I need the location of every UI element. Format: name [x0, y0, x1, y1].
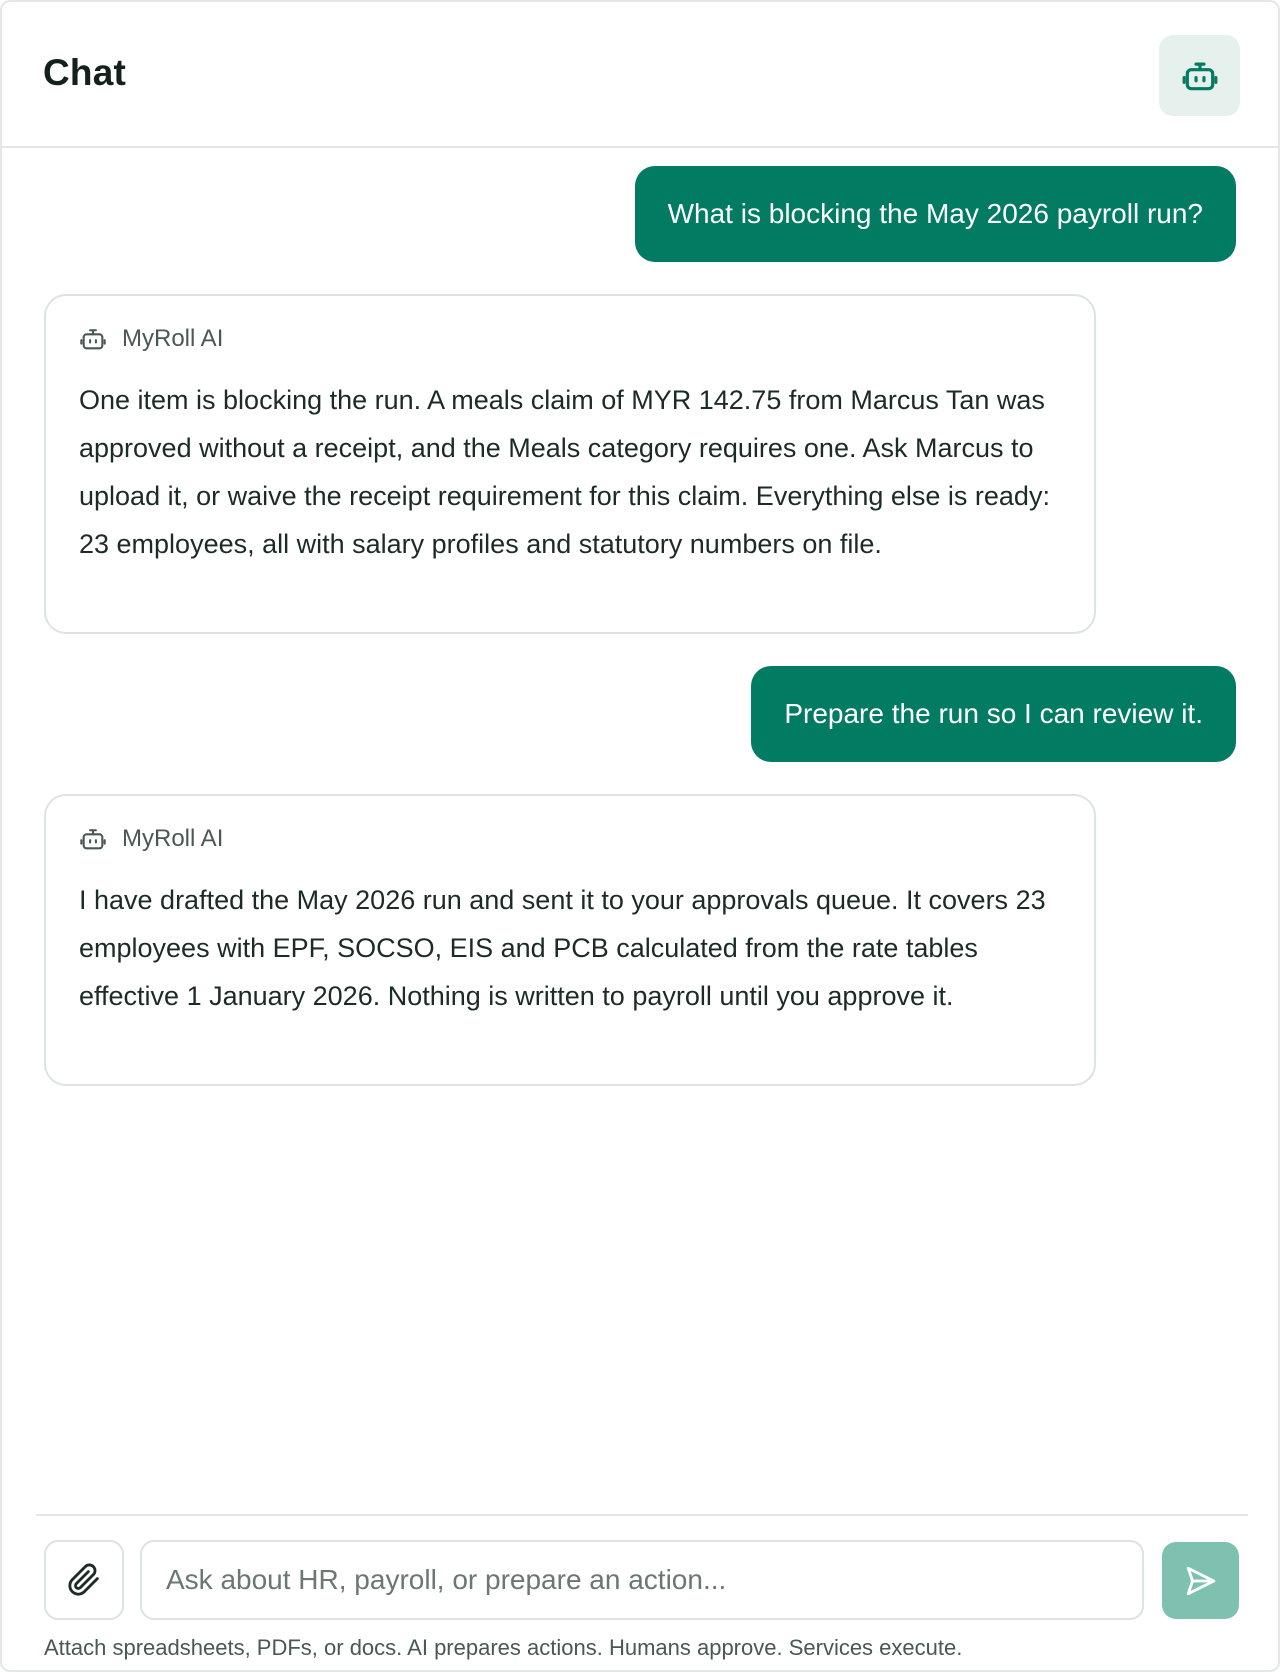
composer-divider [36, 1514, 1248, 1516]
message-text: One item is blocking the run. A meals claim of MYR 142.75 from Marcus Tan was approved without a receipt, and the Meals category requires one. Ask Marcus to upload it, or waive the receipt requirement for this claim. Everything else is ready: 23 employees, all with salary profiles and statutory numbers on file. [79, 385, 1050, 559]
composer-hint: Attach spreadsheets, PDFs, or docs. AI prepares actions. Humans approve. Services execute. [44, 1635, 963, 1660]
user-message [751, 666, 1236, 762]
robot-icon [1181, 57, 1219, 95]
assistant-message [44, 294, 1096, 634]
user-message [635, 166, 1236, 262]
page-title: Chat [43, 52, 127, 93]
robot-icon [79, 325, 107, 353]
send-icon [1184, 1564, 1218, 1598]
message-text: What is blocking the May 2026 payroll run? [667, 198, 1203, 229]
chat-header [2, 2, 1278, 148]
robot-icon [79, 825, 107, 853]
assistant-message [44, 794, 1096, 1086]
message-text: Prepare the run so I can review it. [784, 698, 1203, 729]
attach-button[interactable] [44, 1540, 124, 1620]
sender-name: MyRoll AI [122, 325, 224, 352]
message-sender [79, 822, 1061, 856]
sender-name: MyRoll AI [122, 825, 224, 852]
chat-input[interactable] [140, 1540, 1144, 1620]
message-sender [79, 322, 1061, 356]
assistant-button[interactable] [1159, 35, 1240, 116]
message-text: I have drafted the May 2026 run and sent it to your approvals queue. It covers 23 employees with EPF, SOCSO, EIS and PCB calculated from the rate tables effective 1 January 2026. Nothing is written to payroll until you approve it. [79, 885, 1046, 1011]
paperclip-icon [67, 1563, 101, 1597]
send-button[interactable] [1162, 1542, 1239, 1619]
